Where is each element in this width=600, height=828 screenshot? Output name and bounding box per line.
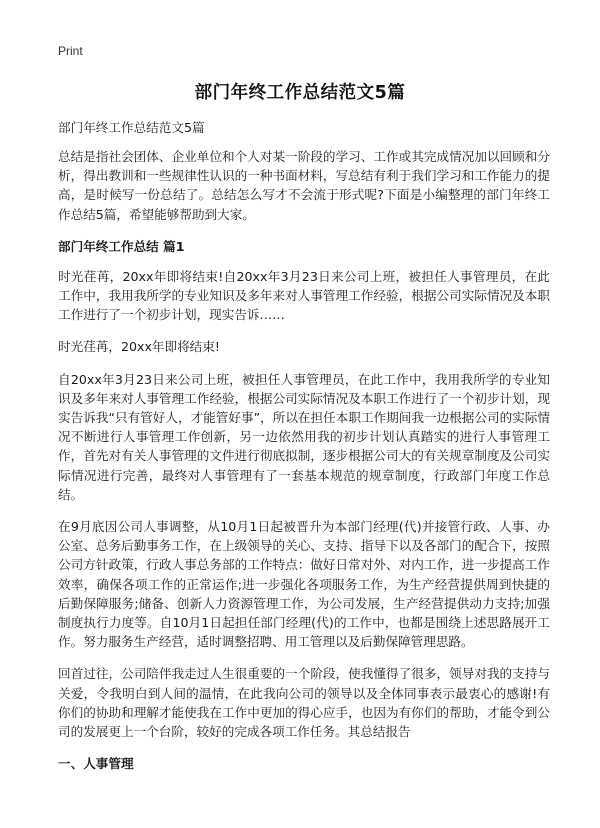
body-paragraph: 在9月底因公司人事调整，从10月1日起被晋升为本部门经理(代)并接管行政、人事、办公室、总务后勤事务工作，在上级领导的关心、支持、指导下以及各部门的配合下，按照公司方针政策，行政人事总务部的工作特点：做好日常对外、对内工作，进一步提高工作效率，确保各项工作的正常运作;进一步强化各项服务工作，为生产经营提供周到快捷的后勤保障服务;储备、创新人力资源管理工作，为公司发展，生产经营提供动力支持;加强制度执行力度等。自10月1日起担任部门经理(代)的工作中，也都是围绕上述思路展开工作。努力服务生产经营，适时调整招聘、用工管理以及后勤保障管理思路。: [58, 519, 550, 650]
body-paragraph: 时光荏苒，20xx年即将结束!自20xx年3月23日来公司上班，被担任人事管理员，在此工作中，我用我所学的专业知识及多年来对人事管理工作经验，根据公司实际情况及本职工作进行了一个初步计划，现实告诉……: [58, 268, 550, 323]
body-paragraph: 自20xx年3月23日来公司上班，被担任人事管理员，在此工作中，我用我所学的专业知识及多年来对人事管理工作经验，根据公司实际情况及本职工作进行了一个初步计划，现实告诉我“只有管好人，才能管好事”，所以在担任本职工作期间我一边根据公司的实际情况不断进行人事管理工作创新，另一边依然用我的初步计划认真踏实的进行人事管理工作，首先对有关人事管理的文件进行彻底拟制，逐步根据公司大的有关规章制度及公司实际情况进行完善，最终对人事管理有了一套基本规范的规章制度，行政部门年度工作总结。: [58, 371, 550, 502]
intro-paragraph: 总结是指社会团体、企业单位和个人对某一阶段的学习、工作或其完成情况加以回顾和分析，得出教训和一些规律性认识的一种书面材料，写总结有利于我们学习和工作能力的提高，是时候写一份总结了。总结怎么写才不会流于形式呢?下面是小编整理的部门年终工作总结5篇，希望能够帮助到大家。: [58, 149, 550, 222]
print-link[interactable]: Print: [58, 44, 83, 58]
document-title: 部门年终工作总结范文5篇: [194, 83, 406, 103]
body-paragraph: 时光荏苒，20xx年即将结束!: [58, 339, 220, 355]
section-title: 部门年终工作总结 篇1: [58, 238, 185, 254]
body-paragraph: 回首过往，公司陪伴我走过人生很重要的一个阶段，使我懂得了很多，领导对我的支持与关爱，令我明白到人间的温情，在此我向公司的领导以及全体同事表示最衷心的感谢!有你们的协助和理解才能使我在工作中更加的得心应手，也因为有你们的帮助，才能令到公司的发展更上一个台阶，较好的完成各项工作任务。其总结报告: [58, 666, 550, 740]
sub-heading: 一、人事管理: [58, 756, 134, 772]
document-subtitle: 部门年终工作总结范文5篇: [58, 120, 205, 135]
document-body: [58, 118, 550, 773]
